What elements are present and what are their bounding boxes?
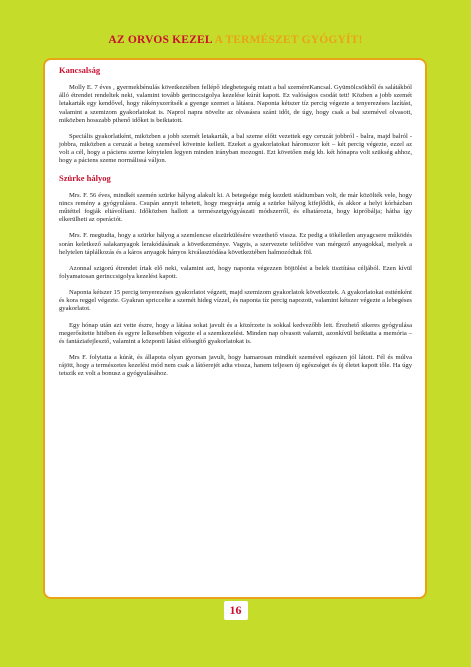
page-number [0,601,471,620]
paragraph: Naponta kétszer 15 percig tenyerezéses gyakorlatot végzett, majd szemizom gyakorlatok következtek. A gyakorlatokat estténként és kora reggel végezte. Gyakran spriccelte a szemét hideg vízzel, és naponta tíz percig napozott, valamint kétszer végezte a lebegéses gyakorlatot. [59,289,412,313]
article-body [59,66,412,387]
header-title-part1: AZ ORVOS KEZEL [108,34,213,46]
page-number-label: 16 [224,601,248,620]
paragraph: Egy hónap után azt vette észre, hogy a látása sokat javult és a közérzete is sokkal kedvezőbb lett. Érezhető sikeres gyógyulása megerősítette hitében és egyre lelkesebben végezte el a szemkezelést. Minden nap olvasott valamit, azonkívül beiktatta a memória – és fantáziafejlesztő, valamint a központi látást elősegítő gyakorlatokat is. [59,321,412,345]
paragraph: Speciális gyakorlatként, miközben a jobb szemét letakarták, a bal szeme előtt vezettek egy ceruzát jobbról - balra, majd balról - jobbra, miközben a ceruzát a beteg szemével követnie kellett. Ezeket a gyakorlatokat háromszor két – két percig végezte, ezzel az volt a cél, hogy a páciens szeme kénytelen legyen minden irányban mozogni. Ezt követően még kb. két hónapra volt szükség ahhoz, hogy a páciens szeme normálissá váljon. [59,132,412,165]
section-title-kancsalsag: Kancsalság [59,65,101,75]
paragraph: Mrs F. folytatta a kúrát, és állapota olyan gyorsan javult, hogy hamarosan mindkét szemével egészen jól látott. Fél és múlva rájött, hogy a természetes kezelési mód nem csak a látóerejét adta vissza, hanem teljesen új egészséget és új életet kapott tőle. Ha úgy tetszik ez volt a bonusz a gyógyulásához. [59,354,412,378]
header-title-part2: A TERMÉSZET GYÓGYÍT! [214,34,363,46]
paragraph: Molly E. 7 éves , gyermekbénulás következtében fellépő idegbetegség miatt a bal szeméreKancsal. Gyümölcsökből és salátákból álló étrendet rendeltek neki, valamint tovább gerinccsigolya kezelése kúrát kapott. Ez valóságos csodát tett! Közben a jobb szemét letakarták egy kendővel, hogy rákényszerítsék a gyenge szemet a látásra. Naponta kétszer tíz percig végezte a tenyerezéses lazítást, valamint a szemizom gyakorlatokat is. Naprol napra növelte az olvasásra szánt időt, de úgy, hogy csak a bal szemével olvasott, miközben hosszabb pihenő időket is beiktatott. [59,84,412,124]
paragraph: Azonnal szigorú étrendet írtak elő neki, valamint azt, hogy naponta végezzen böjtölést a belek tisztítása céljából. Ezen kívül folyamatosan gerinccsigolya kezelést kapott. [59,264,412,280]
section-title-szurke-halyog: Szürke hályog [59,172,111,183]
paragraph: Mrs. F. 56 éves, mindkét szemén szürke hályog alakult ki. A betegsége még kezdeti stádiumban volt, de már közölték vele, hogy nincs remény a gyógyulásra. Csupán annyit tehetett, hogy megvárja amíg a szürke hályog kifejlődik, és akkor a helyi kórházban műtéttel fogják eltávolítani. Időközben hallott a természetgyógyászati módszerről, és elhatározta, hogy kipróbálja; hátha így elkerülheti az operációt. [59,191,412,224]
paragraph: Mrs. F. megtudta, hogy a szürke hályog a szemlencse elszürkülésére vezethető vissza. Ez pedig a tökéletlen anyagcsere működés során keletkező salakanyagok lerakódásának a következménye. Vagyis, a szervezete telítődve van mérgező anyagokkal, melyek a helytelen táplálkozás és a káros anyagok hányos kiválasztódása következtében halmozódtak föl. [59,232,412,256]
page-header [0,34,471,46]
